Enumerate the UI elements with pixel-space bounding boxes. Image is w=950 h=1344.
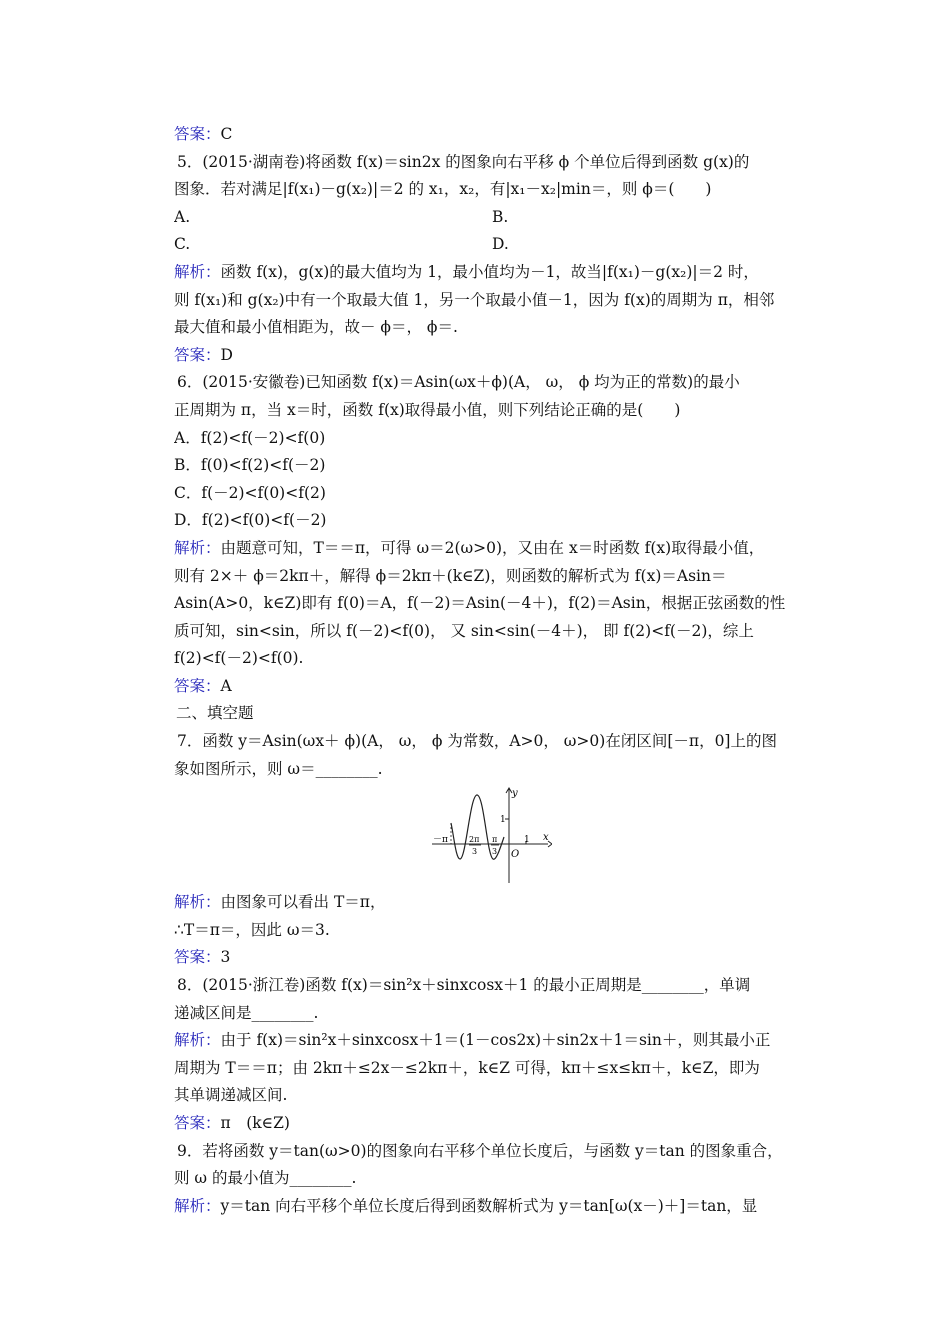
x-one-label: 1 (524, 835, 530, 846)
section-heading-fill-blank: 二、填空题 (176, 704, 254, 723)
answer-8: 答案：π (k∈Z) (174, 1114, 290, 1132)
option-b: B. (492, 207, 509, 226)
analysis-5-line-3: 最大值和最小值相距为，故－ ϕ＝， ϕ＝. (174, 318, 458, 337)
question-6-line-1: 6．(2015·安徽卷)已知函数 f(x)＝Asin(ωx＋ϕ)(A， ω， ϕ 均为正的常数)的最小 (177, 373, 740, 392)
question-8-line-1: 8．(2015·浙江卷)函数 f(x)＝sin²x＋sinxcosx＋1 的最小正周期是________，单调 (177, 976, 751, 995)
question-5-line-1: 5．(2015·湖南卷)将函数 f(x)＝sin2x 的图象向右平移 ϕ 个单位后得到函数 g(x)的 (177, 152, 750, 171)
analysis-6-line-3: Asin(A>0，k∈Z)即有 f(0)＝A，f(－2)＝Asin(－4＋)，f(2)＝Asin，根据正弦函数的性 (174, 594, 786, 613)
tick-label-2pi-over-3 (469, 835, 481, 856)
y-axis (506, 788, 512, 883)
origin-label: O (511, 849, 520, 861)
svg-text:π: π (492, 835, 498, 845)
analysis-8-line-2: 周期为 T＝＝π；由 2kπ＋≤2x－≤2kπ＋，k∈Z 可得，kπ＋≤x≤kπ＋，k∈Z，即为 (174, 1058, 760, 1077)
question-6-option-b: B．f(0)<f(2)<f(－2) (174, 456, 326, 475)
question-7-line-1: 7．函数 y＝Asin(ωx＋ ϕ)(A， ω， ϕ 为常数，A>0， ω>0)在闭区间[－π，0]上的图 (177, 732, 777, 751)
analysis-6-line-1: 解析：由题意可知，T＝＝π，可得 ω＝2(ω>0)，又由在 x＝时函数 f(x)取得最小值， (174, 538, 765, 557)
question-8-line-2: 递减区间是________. (174, 1003, 319, 1022)
analysis-6-line-4: 质可知，sin<sin，所以 f(－2)<f(0)， 又 sin<sin(－4＋)， 即 f(2)<f(－2)，综上 (174, 621, 754, 640)
analysis-label: 解析： (174, 262, 221, 281)
question-6-option-a: A．f(2)<f(－2)<f(0) (174, 428, 326, 447)
question-5-line-2: 图象．若对满足|f(x₁)－g(x₂)|＝2 的 x₁，x₂，有|x₁－x₂|min＝，则 ϕ＝( ) (174, 180, 712, 199)
neg-pi-label: －π (433, 835, 448, 846)
sine-graph (432, 785, 552, 887)
document-content (174, 121, 810, 1220)
analysis-9-line-1: 解析：y＝tan 向右平移个单位长度后得到函数解析式为 y＝tan[ω(x－)＋]＝tan，显 (174, 1196, 758, 1215)
question-6-option-c: C．f(－2)<f(0)<f(2) (174, 483, 326, 502)
option-d: D. (492, 235, 509, 254)
question-9-line-2: 则 ω 的最小值为________. (174, 1169, 357, 1188)
analysis-label: 解析： (174, 893, 221, 912)
answer-label: 答案： (174, 345, 221, 364)
analysis-8-line-1: 解析：由于 f(x)＝sin²x＋sinxcosx＋1＝(1－cos2x)＋sin2x＋1＝sin＋，则其最小正 (174, 1031, 771, 1050)
analysis-label: 解析： (174, 538, 221, 557)
question-7-graph (174, 783, 810, 889)
y-one-label: 1 (500, 815, 506, 826)
analysis-label: 解析： (174, 1196, 221, 1215)
analysis-6-line-2: 则有 2×＋ ϕ＝2kπ＋，解得 ϕ＝2kπ＋(k∈Z)，则函数的解析式为 f(x)＝Asin＝ (174, 566, 727, 585)
answer-label: 答案： (174, 948, 221, 967)
question-5-options-cd (174, 231, 810, 259)
analysis-label: 解析： (174, 1031, 221, 1050)
analysis-7-line-1: 解析：由图象可以看出 T＝π， (174, 893, 386, 912)
question-6-line-2: 正周期为 π，当 x＝时，函数 f(x)取得最小值，则下列结论正确的是( ) (174, 400, 681, 419)
analysis-6-line-5: f(2)<f(－2)<f(0). (174, 649, 304, 668)
analysis-5-line-1: 解析：函数 f(x)，g(x)的最大值均为 1，最小值均为－1，故当|f(x₁)－g(x₂)|＝2 时， (174, 262, 759, 281)
option-a: A. (174, 207, 191, 226)
answer-label: 答案： (174, 1114, 221, 1132)
analysis-8-line-3: 其单调递减区间. (174, 1086, 288, 1105)
option-c: C. (174, 235, 191, 254)
x-axis-label: x (543, 832, 549, 844)
answer-4: 答案：C (174, 125, 233, 143)
question-7-line-2: 象如图所示，则 ω＝________. (174, 759, 383, 778)
question-9-line-1: 9．若将函数 y＝tan(ω>0)的图象向右平移个单位长度后，与函数 y＝tan 的图象重合， (177, 1141, 783, 1160)
analysis-7-line-2: ∴T＝π＝，因此 ω＝3. (174, 920, 330, 939)
question-6-option-d: D．f(2)<f(0)<f(－2) (174, 511, 327, 530)
answer-label: 答案： (174, 676, 221, 695)
svg-text:3: 3 (472, 847, 478, 857)
y-axis-label: y (512, 788, 518, 800)
answer-7: 答案：3 (174, 948, 231, 967)
svg-text:2π: 2π (469, 835, 480, 845)
svg-text:3: 3 (492, 847, 498, 857)
analysis-5-line-2: 则 f(x₁)和 g(x₂)中有一个取最大值 1，另一个取最小值－1，因为 f(x)的周期为 π，相邻 (174, 290, 775, 309)
answer-label: 答案： (174, 125, 221, 143)
answer-5: 答案：D (174, 345, 233, 364)
question-5-options-ab (174, 204, 810, 232)
answer-6: 答案：A (174, 676, 232, 695)
